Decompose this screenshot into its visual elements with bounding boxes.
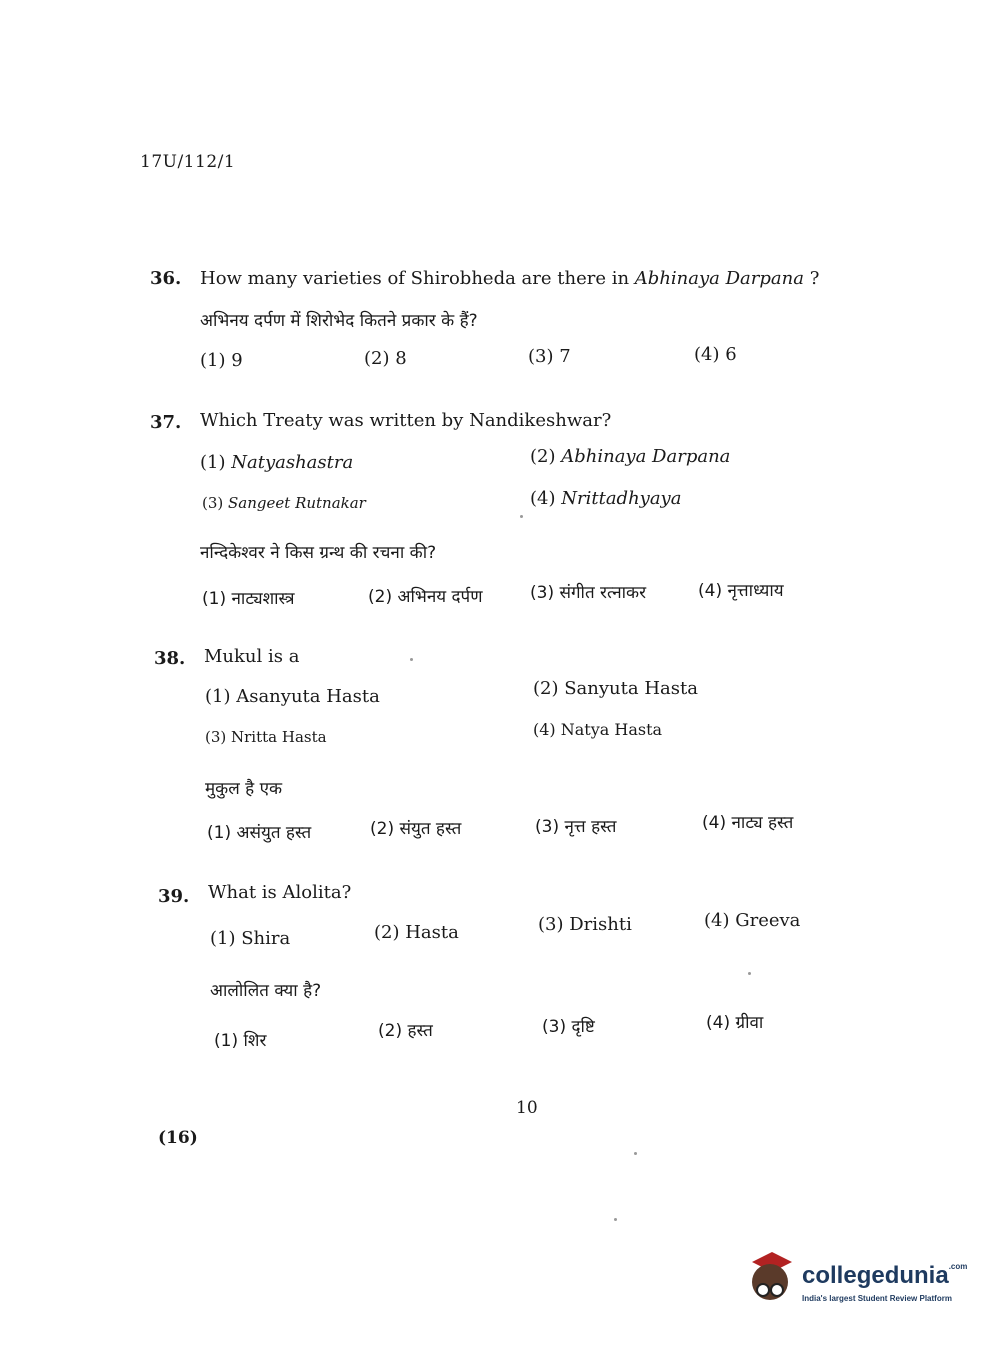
q39-option-1: (1) Shira [210,928,291,949]
logo-suffix: .com [948,1262,968,1271]
logo-tagline: India's largest Student Review Platform [802,1294,952,1303]
question-38-number: 38. [154,648,186,669]
question-36-number: 36. [150,268,182,289]
q37-option-hi-2: (2) अभिनय दर्पण [368,587,483,607]
scan-speck [520,515,523,518]
q36-option-2: (2) 8 [364,348,407,369]
paper-code: 17U/112/1 [140,152,236,172]
q37-option-hi-1: (1) नाट्यशास्त्र [202,589,295,609]
q38-option-hi-1: (1) असंयुत हस्त [207,823,312,843]
question-38-text: Mukul is a [204,646,300,667]
question-37-text-hindi: नन्दिकेश्वर ने किस ग्रन्थ की रचना की? [200,543,437,563]
q36-option-4: (4) 6 [694,344,737,365]
question-39-number: 39. [158,886,190,907]
q38-option-hi-4: (4) नाट्य हस्त [702,813,794,833]
q38-option-4: (4) Natya Hasta [533,720,663,739]
question-37-number: 37. [150,412,182,433]
q37-option-hi-4: (4) नृत्ताध्याय [698,581,784,601]
scan-speck [634,1152,637,1155]
q37-option-4: (4) Nrittadhyaya [530,488,682,509]
question-38-text-hindi: मुकुल है एक [205,779,283,799]
q38-option-2: (2) Sanyuta Hasta [533,678,698,699]
scan-speck [748,972,751,975]
q38-option-1: (1) Asanyuta Hasta [205,686,380,707]
footer-code: (16) [158,1128,198,1148]
question-37-text: Which Treaty was written by Nandikeshwar? [200,410,612,431]
question-36-text-hindi: अभिनय दर्पण में शिरोभेद कितने प्रकार के हैं? [200,311,478,331]
q37-option-3: (3) Sangeet Rutnakar [202,494,366,512]
collegedunia-logo [742,1250,972,1310]
q36-option-3: (3) 7 [528,346,571,367]
question-36-text: How many varieties of Shirobheda are there in Abhinaya Darpana ? [200,268,820,289]
page-number: 10 [516,1098,538,1118]
q39-option-2: (2) Hasta [374,922,459,943]
q39-option-hi-3: (3) दृष्टि [542,1017,595,1037]
mascot-icon [742,1250,800,1310]
q38-option-3: (3) Nritta Hasta [205,728,327,746]
question-39-text-hindi: आलोलित क्या है? [210,981,322,1001]
scan-speck [410,658,413,661]
q37-option-2: (2) Abhinaya Darpana [530,446,731,467]
question-39-text: What is Alolita? [208,882,352,903]
logo-name: collegedunia [802,1262,949,1289]
q38-option-hi-2: (2) संयुत हस्त [370,819,462,839]
q39-option-hi-1: (1) शिर [214,1031,267,1051]
q38-option-hi-3: (3) नृत्त हस्त [535,817,617,837]
q39-option-3: (3) Drishti [538,914,632,935]
q37-option-1: (1) Natyashastra [200,452,354,473]
scan-speck [614,1218,617,1221]
q39-option-4: (4) Greeva [704,910,801,931]
q37-option-hi-3: (3) संगीत रत्नाकर [530,583,647,603]
q36-option-1: (1) 9 [200,350,243,371]
q39-option-hi-4: (4) ग्रीवा [706,1013,764,1033]
q39-option-hi-2: (2) हस्त [378,1021,433,1041]
